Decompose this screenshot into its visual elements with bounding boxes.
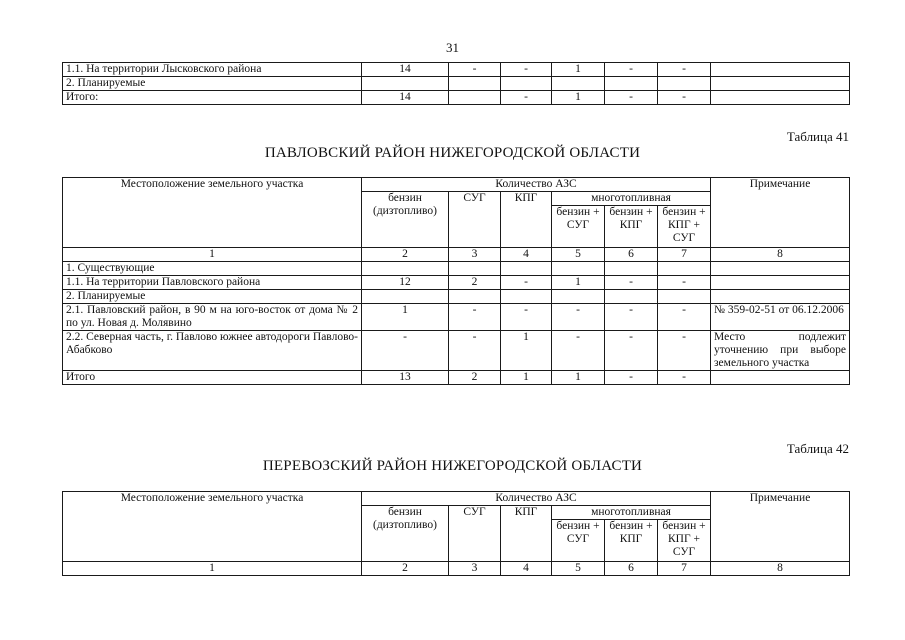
count-cell: - (362, 331, 449, 371)
column-number: 7 (658, 248, 711, 262)
table-row (63, 290, 850, 304)
header-m1: бензин + СУГ (552, 520, 605, 562)
note-cell (711, 77, 850, 91)
note-cell: Место подлежит уточнению при выборе земельного участка (711, 331, 850, 371)
note-cell: № 359-02-51 от 06.12.2006 (711, 304, 850, 331)
table-row (63, 262, 850, 276)
count-cell: 1 (552, 63, 605, 77)
table-41 (62, 177, 850, 385)
count-cell: - (605, 91, 658, 105)
count-cell: - (501, 63, 552, 77)
count-cell: - (658, 91, 711, 105)
header-m2: бензин + КПГ (605, 206, 658, 248)
count-cell: - (658, 371, 711, 385)
header-m3: бензин + КПГ + СУГ (658, 206, 711, 248)
column-number: 1 (63, 562, 362, 576)
count-cell: - (605, 63, 658, 77)
note-cell (711, 262, 850, 276)
header-cng: КПГ (501, 192, 552, 248)
column-number: 5 (552, 562, 605, 576)
count-cell: 1 (362, 304, 449, 331)
table-row (63, 276, 850, 290)
table-row (63, 371, 850, 385)
count-cell: 14 (362, 63, 449, 77)
location-cell: Итого: (63, 91, 362, 105)
column-number: 8 (711, 248, 850, 262)
header-cng: КПГ (501, 506, 552, 562)
count-cell: - (449, 304, 501, 331)
count-cell (605, 290, 658, 304)
count-cell: - (658, 276, 711, 290)
table-42 (62, 491, 850, 576)
location-cell: Итого (63, 371, 362, 385)
count-cell: 2 (449, 276, 501, 290)
count-cell (658, 262, 711, 276)
header-location: Местоположение земельного участка (63, 178, 362, 248)
header-lpg: СУГ (449, 506, 501, 562)
count-cell (501, 262, 552, 276)
count-cell: - (605, 276, 658, 290)
count-cell: 14 (362, 91, 449, 105)
count-cell: - (605, 304, 658, 331)
top-table (62, 62, 850, 105)
note-cell (711, 63, 850, 77)
header-count: Количество АЗС (362, 178, 711, 192)
count-cell: - (658, 304, 711, 331)
note-cell (711, 91, 850, 105)
count-cell (501, 77, 552, 91)
note-cell (711, 276, 850, 290)
count-cell: - (501, 276, 552, 290)
count-cell: 2 (449, 371, 501, 385)
count-cell (449, 262, 501, 276)
table-41-title: ПАВЛОВСКИЙ РАЙОН НИЖЕГОРОДСКОЙ ОБЛАСТИ (264, 145, 641, 161)
column-number: 4 (501, 248, 552, 262)
count-cell (658, 77, 711, 91)
header-multi: многотопливная (552, 506, 711, 520)
column-number: 6 (605, 248, 658, 262)
table-row (63, 77, 850, 91)
column-number: 3 (449, 248, 501, 262)
table-42-label: Таблица 42 (786, 441, 849, 456)
count-cell: - (552, 304, 605, 331)
count-cell (605, 262, 658, 276)
header-note: Примечание (711, 492, 850, 562)
header-m1: бензин + СУГ (552, 206, 605, 248)
count-cell (449, 290, 501, 304)
column-number: 2 (362, 562, 449, 576)
count-cell: - (605, 331, 658, 371)
header-note: Примечание (711, 178, 850, 248)
header-count: Количество АЗС (362, 492, 711, 506)
header-m3: бензин + КПГ + СУГ (658, 520, 711, 562)
header-lpg: СУГ (449, 192, 501, 248)
count-cell (552, 77, 605, 91)
count-cell: - (449, 331, 501, 371)
header-multi: многотопливная (552, 192, 711, 206)
count-cell: 1 (501, 371, 552, 385)
count-cell (362, 290, 449, 304)
count-cell: - (449, 63, 501, 77)
location-cell: 2.1. Павловский район, в 90 м на юго-восток от дома № 2 по ул. Новая д. Молявино (63, 304, 362, 331)
count-cell (362, 77, 449, 91)
table-41-label: Таблица 41 (786, 129, 849, 144)
table-row (63, 304, 850, 331)
count-cell: 12 (362, 276, 449, 290)
column-number: 4 (501, 562, 552, 576)
column-number: 8 (711, 562, 850, 576)
table-row (63, 63, 850, 77)
count-cell (605, 77, 658, 91)
column-number: 7 (658, 562, 711, 576)
column-numbers-row (63, 562, 850, 576)
header-petrol: бензин (дизтопливо) (362, 506, 449, 562)
column-number: 5 (552, 248, 605, 262)
count-cell: - (658, 63, 711, 77)
count-cell: 1 (501, 331, 552, 371)
note-cell (711, 371, 850, 385)
column-number: 6 (605, 562, 658, 576)
location-cell: 2.2. Северная часть, г. Павлово южнее автодороги Павлово-Абабково (63, 331, 362, 371)
location-cell: 2. Планируемые (63, 290, 362, 304)
header-petrol: бензин (дизтопливо) (362, 192, 449, 248)
column-numbers-row (63, 248, 850, 262)
column-number: 1 (63, 248, 362, 262)
count-cell: - (605, 371, 658, 385)
location-cell: 1.1. На территории Павловского района (63, 276, 362, 290)
count-cell (362, 262, 449, 276)
count-cell (552, 290, 605, 304)
page-number: 31 (446, 40, 459, 55)
note-cell (711, 290, 850, 304)
location-cell: 1.1. На территории Лысковского района (63, 63, 362, 77)
count-cell (449, 77, 501, 91)
count-cell: 1 (552, 276, 605, 290)
count-cell: 1 (552, 91, 605, 105)
header-m2: бензин + КПГ (605, 520, 658, 562)
column-number: 3 (449, 562, 501, 576)
column-number: 2 (362, 248, 449, 262)
header-location: Местоположение земельного участка (63, 492, 362, 562)
table-row (63, 91, 850, 105)
count-cell (501, 290, 552, 304)
count-cell (552, 262, 605, 276)
count-cell: - (658, 331, 711, 371)
count-cell: - (501, 304, 552, 331)
count-cell: - (552, 331, 605, 371)
table-row (63, 331, 850, 371)
location-cell: 1. Существующие (63, 262, 362, 276)
count-cell: - (501, 91, 552, 105)
count-cell (449, 91, 501, 105)
table-42-title: ПЕРЕВОЗСКИЙ РАЙОН НИЖЕГОРОДСКОЙ ОБЛАСТИ (262, 458, 643, 474)
location-cell: 2. Планируемые (63, 77, 362, 91)
count-cell: 1 (552, 371, 605, 385)
count-cell (658, 290, 711, 304)
count-cell: 13 (362, 371, 449, 385)
